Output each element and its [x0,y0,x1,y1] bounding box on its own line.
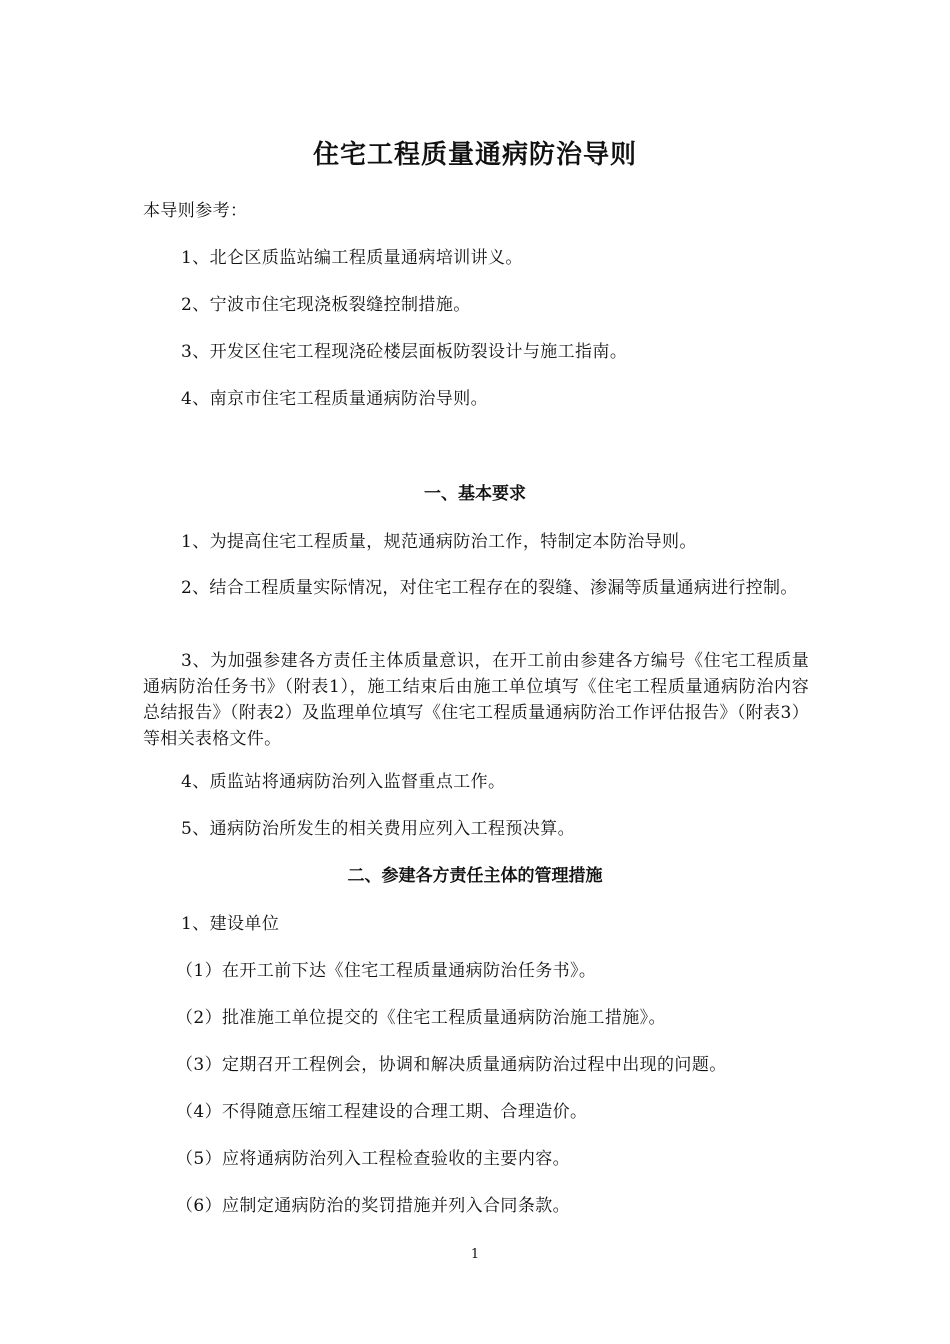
section2-subheading: 1、建设单位 [181,914,280,934]
section1-item: 5、通病防治所发生的相关费用应列入工程预决算。 [181,819,576,839]
reference-item: 3、开发区住宅工程现浇砼楼层面板防裂设计与施工指南。 [181,342,628,362]
section2-item: （2）批准施工单位提交的《住宅工程质量通病防治施工措施》。 [176,1008,666,1028]
section1-item: 3、为加强参建各方责任主体质量意识，在开工前由参建各方编号《住宅工程质量通病防治任务书》（附表1），施工结束后由施工单位填写《住宅工程质量通病防治内容总结报告》（附表2）及监理单位填写《住宅工程质量通病防治工作评估报告》（附表3）等相关表格文件。 [143,651,809,749]
reference-item: 2、宁波市住宅现浇板裂缝控制措施。 [181,295,471,315]
section2-item: （1）在开工前下达《住宅工程质量通病防治任务书》。 [176,961,597,981]
section2-item: （6）应制定通病防治的奖罚措施并列入合同条款。 [176,1196,571,1216]
document-title: 住宅工程质量通病防治导则 [312,140,637,170]
section1-item: 1、为提高住宅工程质量，规范通病防治工作，特制定本防治导则。 [181,532,697,552]
section-heading-management-measures: 二、参建各方责任主体的管理措施 [347,866,603,886]
section2-item: （5）应将通病防治列入工程检查验收的主要内容。 [176,1149,571,1169]
page-number: 1 [470,1247,480,1262]
section-heading-basic-requirements: 一、基本要求 [424,484,526,504]
section1-item: 2、结合工程质量实际情况，对住宅工程存在的裂缝、渗漏等质量通病进行控制。 [181,578,798,598]
section2-item: （3）定期召开工程例会，协调和解决质量通病防治过程中出现的问题。 [176,1055,727,1075]
reference-item: 4、南京市住宅工程质量通病防治导则。 [181,389,489,409]
section1-item: 4、质监站将通病防治列入监督重点工作。 [181,772,506,792]
reference-item: 1、北仑区质监站编工程质量通病培训讲义。 [181,248,523,268]
intro-label: 本导则参考： [143,201,248,221]
section2-item: （4）不得随意压缩工程建设的合理工期、合理造价。 [176,1102,588,1122]
